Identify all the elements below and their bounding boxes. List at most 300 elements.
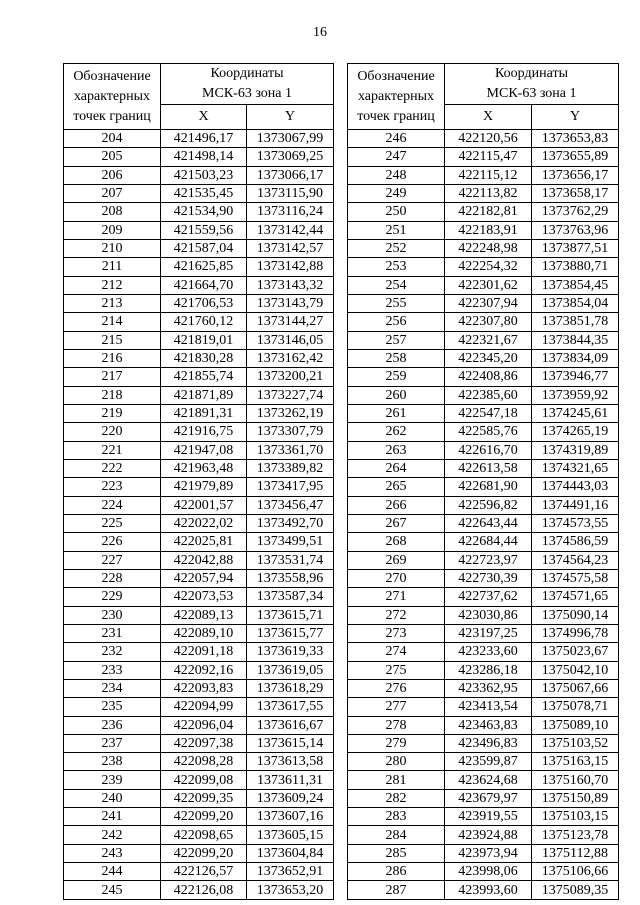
point-number-cell: 230 [64,606,161,624]
table-row [348,423,619,441]
point-number-cell: 276 [348,679,445,697]
point-number-cell: 268 [348,533,445,551]
x-coordinate-cell: 423919,55 [445,808,532,826]
point-number-cell: 270 [348,569,445,587]
y-coordinate-cell: 1373946,77 [532,368,619,386]
y-coordinate-cell: 1373066,17 [247,166,334,184]
x-coordinate-cell: 422126,57 [161,863,247,881]
header-label-line1: Обозначение [357,68,435,84]
y-coordinate-cell: 1373652,91 [247,863,334,881]
y-coordinate-cell: 1373618,29 [247,679,334,697]
point-number-cell: 241 [64,808,161,826]
point-number-cell: 261 [348,404,445,422]
x-coordinate-cell: 421979,89 [161,478,247,496]
x-coordinate-cell: 421760,12 [161,313,247,331]
y-coordinate-cell: 1373142,44 [247,221,334,239]
y-coordinate-cell: 1373531,74 [247,551,334,569]
header-coordinates [161,64,334,105]
table-row [64,478,334,496]
y-coordinate-cell: 1373613,58 [247,753,334,771]
point-number-cell: 263 [348,441,445,459]
table-row [64,588,334,606]
table-row [348,349,619,367]
y-coordinate-cell: 1375106,66 [532,863,619,881]
point-number-cell: 256 [348,313,445,331]
point-number-cell: 211 [64,258,161,276]
table-row [64,459,334,477]
x-coordinate-cell: 422099,35 [161,789,247,807]
x-coordinate-cell: 422596,82 [445,496,532,514]
table-row [64,569,334,587]
point-number-cell: 281 [348,771,445,789]
y-coordinate-cell: 1373361,70 [247,441,334,459]
y-coordinate-cell: 1373604,84 [247,844,334,862]
x-coordinate-cell: 423286,18 [445,661,532,679]
coordinates-table-right [347,63,619,900]
table-row [64,496,334,514]
y-coordinate-cell: 1375042,10 [532,661,619,679]
table-row [64,203,334,221]
y-coordinate-cell: 1373656,17 [532,166,619,184]
x-coordinate-cell: 422321,67 [445,331,532,349]
y-coordinate-cell: 1375090,14 [532,606,619,624]
point-number-cell: 282 [348,789,445,807]
point-number-cell: 254 [348,276,445,294]
point-number-cell: 246 [348,130,445,148]
y-coordinate-cell: 1375160,70 [532,771,619,789]
table-row [348,404,619,422]
header-label-line3: точек границ [73,108,151,124]
point-number-cell: 248 [348,166,445,184]
header-coordinates [445,64,619,105]
point-number-cell: 258 [348,349,445,367]
y-coordinate-cell: 1374319,89 [532,441,619,459]
table-row [348,734,619,752]
y-coordinate-cell: 1373492,70 [247,514,334,532]
y-coordinate-cell: 1373615,14 [247,734,334,752]
table-row [348,294,619,312]
x-coordinate-cell: 423924,88 [445,826,532,844]
header-label-line2: характерных [357,88,435,104]
table-row [348,386,619,404]
x-coordinate-cell: 421871,89 [161,386,247,404]
point-number-cell: 269 [348,551,445,569]
point-number-cell: 234 [64,679,161,697]
x-coordinate-cell: 422115,12 [445,166,532,184]
y-coordinate-cell: 1374571,65 [532,588,619,606]
point-number-cell: 251 [348,221,445,239]
y-coordinate-cell: 1373854,45 [532,276,619,294]
point-number-cell: 264 [348,459,445,477]
table-row [348,441,619,459]
table-row [64,808,334,826]
table-row [348,239,619,257]
y-coordinate-cell: 1373834,09 [532,349,619,367]
table-row [348,184,619,202]
table-body-right [348,130,619,900]
y-coordinate-cell: 1373587,34 [247,588,334,606]
y-coordinate-cell: 1375089,35 [532,881,619,899]
table-row [64,881,334,899]
y-coordinate-cell: 1374996,78 [532,624,619,642]
x-coordinate-cell: 423998,06 [445,863,532,881]
point-number-cell: 207 [64,184,161,202]
point-number-cell: 272 [348,606,445,624]
x-coordinate-cell: 422098,65 [161,826,247,844]
point-number-cell: 250 [348,203,445,221]
y-coordinate-cell: 1373558,96 [247,569,334,587]
point-number-cell: 275 [348,661,445,679]
page-number: 16 [313,25,327,40]
point-number-cell: 227 [64,551,161,569]
y-coordinate-cell: 1373607,16 [247,808,334,826]
y-coordinate-cell: 1373389,82 [247,459,334,477]
x-coordinate-cell: 421916,75 [161,423,247,441]
table-row [64,771,334,789]
x-coordinate-cell: 421947,08 [161,441,247,459]
x-coordinate-cell: 422182,81 [445,203,532,221]
x-coordinate-cell: 422120,56 [445,130,532,148]
table-row [348,753,619,771]
x-coordinate-cell: 422094,99 [161,698,247,716]
x-coordinate-cell: 422073,53 [161,588,247,606]
y-coordinate-cell: 1373877,51 [532,239,619,257]
table-row [348,221,619,239]
y-coordinate-cell: 1373200,21 [247,368,334,386]
x-coordinate-cell: 422254,32 [445,258,532,276]
header-point-label [64,64,161,130]
y-coordinate-cell: 1373653,20 [247,881,334,899]
x-coordinate-cell: 423197,25 [445,624,532,642]
table-row [64,606,334,624]
x-coordinate-cell: 423030,86 [445,606,532,624]
point-number-cell: 271 [348,588,445,606]
x-coordinate-cell: 421625,85 [161,258,247,276]
x-coordinate-cell: 421587,04 [161,239,247,257]
x-coordinate-cell: 423463,83 [445,716,532,734]
x-coordinate-cell: 422126,08 [161,881,247,899]
x-coordinate-cell: 421503,23 [161,166,247,184]
y-coordinate-cell: 1373142,57 [247,239,334,257]
table-row [64,533,334,551]
x-coordinate-cell: 423679,97 [445,789,532,807]
table-row [348,569,619,587]
table-row [64,239,334,257]
table-row [348,716,619,734]
table-row [64,313,334,331]
y-coordinate-cell: 1375163,15 [532,753,619,771]
y-coordinate-cell: 1373763,96 [532,221,619,239]
point-number-cell: 274 [348,643,445,661]
y-coordinate-cell: 1373619,05 [247,661,334,679]
table-row [64,221,334,239]
y-coordinate-cell: 1375103,52 [532,734,619,752]
x-coordinate-cell: 422408,86 [445,368,532,386]
table-row [64,166,334,184]
point-number-cell: 273 [348,624,445,642]
table-row [348,130,619,148]
point-number-cell: 279 [348,734,445,752]
point-number-cell: 229 [64,588,161,606]
coordinates-table-left [63,63,334,900]
point-number-cell: 265 [348,478,445,496]
y-coordinate-cell: 1373611,31 [247,771,334,789]
point-number-cell: 236 [64,716,161,734]
table-row [348,148,619,166]
x-coordinate-cell: 422092,16 [161,661,247,679]
x-coordinate-cell: 422099,20 [161,844,247,862]
y-coordinate-cell: 1373144,27 [247,313,334,331]
x-coordinate-cell: 422183,91 [445,221,532,239]
header-coords-line2: МСК-63 зона 1 [202,86,292,101]
header-y: Y [532,105,619,130]
x-coordinate-cell: 421559,56 [161,221,247,239]
x-coordinate-cell: 422099,08 [161,771,247,789]
table-row [64,294,334,312]
point-number-cell: 284 [348,826,445,844]
y-coordinate-cell: 1375023,67 [532,643,619,661]
point-number-cell: 206 [64,166,161,184]
x-coordinate-cell: 421891,31 [161,404,247,422]
y-coordinate-cell: 1373615,77 [247,624,334,642]
table-row [348,551,619,569]
point-number-cell: 277 [348,698,445,716]
header-coords-line1: Координаты [210,66,284,81]
point-number-cell: 286 [348,863,445,881]
point-number-cell: 215 [64,331,161,349]
x-coordinate-cell: 421706,53 [161,294,247,312]
y-coordinate-cell: 1373069,25 [247,148,334,166]
x-coordinate-cell: 422093,83 [161,679,247,697]
point-number-cell: 240 [64,789,161,807]
point-number-cell: 232 [64,643,161,661]
x-coordinate-cell: 422091,18 [161,643,247,661]
point-number-cell: 214 [64,313,161,331]
point-number-cell: 287 [348,881,445,899]
table-row [64,643,334,661]
table-row [348,588,619,606]
table-row [64,679,334,697]
point-number-cell: 233 [64,661,161,679]
table-row [348,459,619,477]
table-row [64,661,334,679]
point-number-cell: 231 [64,624,161,642]
point-number-cell: 216 [64,349,161,367]
x-coordinate-cell: 423973,94 [445,844,532,862]
y-coordinate-cell: 1375112,88 [532,844,619,862]
y-coordinate-cell: 1373851,78 [532,313,619,331]
table-row [348,606,619,624]
x-coordinate-cell: 422681,90 [445,478,532,496]
x-coordinate-cell: 422113,82 [445,184,532,202]
x-coordinate-cell: 422301,62 [445,276,532,294]
x-coordinate-cell: 421664,70 [161,276,247,294]
point-number-cell: 222 [64,459,161,477]
y-coordinate-cell: 1375067,66 [532,679,619,697]
y-coordinate-cell: 1373653,83 [532,130,619,148]
x-coordinate-cell: 422547,18 [445,404,532,422]
x-coordinate-cell: 422723,97 [445,551,532,569]
y-coordinate-cell: 1374321,65 [532,459,619,477]
table-row [64,404,334,422]
x-coordinate-cell: 422115,47 [445,148,532,166]
y-coordinate-cell: 1373959,92 [532,386,619,404]
y-coordinate-cell: 1373615,71 [247,606,334,624]
table-row [64,789,334,807]
x-coordinate-cell: 422385,60 [445,386,532,404]
table-row [64,130,334,148]
x-coordinate-cell: 422585,76 [445,423,532,441]
y-coordinate-cell: 1373142,88 [247,258,334,276]
x-coordinate-cell: 422022,02 [161,514,247,532]
point-number-cell: 221 [64,441,161,459]
x-coordinate-cell: 422616,70 [445,441,532,459]
x-coordinate-cell: 421830,28 [161,349,247,367]
table-row [64,551,334,569]
table-row [64,368,334,386]
y-coordinate-cell: 1373143,79 [247,294,334,312]
x-coordinate-cell: 422089,13 [161,606,247,624]
y-coordinate-cell: 1373417,95 [247,478,334,496]
header-y: Y [247,105,334,130]
x-coordinate-cell: 422684,44 [445,533,532,551]
table-row [348,166,619,184]
x-coordinate-cell: 421819,01 [161,331,247,349]
point-number-cell: 219 [64,404,161,422]
point-number-cell: 252 [348,239,445,257]
point-number-cell: 257 [348,331,445,349]
table-row [348,478,619,496]
table-row [348,313,619,331]
y-coordinate-cell: 1373262,19 [247,404,334,422]
table-row [64,826,334,844]
y-coordinate-cell: 1373844,35 [532,331,619,349]
header-label-line3: точек границ [357,108,435,124]
table-row [64,514,334,532]
x-coordinate-cell: 422089,10 [161,624,247,642]
y-coordinate-cell: 1373456,47 [247,496,334,514]
x-coordinate-cell: 422099,20 [161,808,247,826]
point-number-cell: 278 [348,716,445,734]
header-coords-line1: Координаты [495,66,568,81]
table-row [64,716,334,734]
y-coordinate-cell: 1374564,23 [532,551,619,569]
y-coordinate-cell: 1375150,89 [532,789,619,807]
table-row [64,624,334,642]
header-x: X [445,105,532,130]
x-coordinate-cell: 421496,17 [161,130,247,148]
y-coordinate-cell: 1374586,59 [532,533,619,551]
point-number-cell: 243 [64,844,161,862]
x-coordinate-cell: 422057,94 [161,569,247,587]
point-number-cell: 266 [348,496,445,514]
x-coordinate-cell: 422025,81 [161,533,247,551]
header-label-line2: характерных [73,88,151,104]
table-row [348,826,619,844]
x-coordinate-cell: 422307,94 [445,294,532,312]
point-number-cell: 249 [348,184,445,202]
y-coordinate-cell: 1373067,99 [247,130,334,148]
point-number-cell: 225 [64,514,161,532]
point-number-cell: 226 [64,533,161,551]
x-coordinate-cell: 421963,48 [161,459,247,477]
point-number-cell: 224 [64,496,161,514]
y-coordinate-cell: 1373762,29 [532,203,619,221]
header-point-label [348,64,445,130]
point-number-cell: 208 [64,203,161,221]
table-row [64,734,334,752]
table-row [348,258,619,276]
y-coordinate-cell: 1373143,32 [247,276,334,294]
y-coordinate-cell: 1373617,55 [247,698,334,716]
point-number-cell: 259 [348,368,445,386]
point-number-cell: 262 [348,423,445,441]
point-number-cell: 223 [64,478,161,496]
x-coordinate-cell: 423362,95 [445,679,532,697]
table-body-left [64,130,334,900]
table-row [348,368,619,386]
table-row [64,753,334,771]
x-coordinate-cell: 422307,80 [445,313,532,331]
point-number-cell: 212 [64,276,161,294]
table-row [348,863,619,881]
point-number-cell: 253 [348,258,445,276]
x-coordinate-cell: 423233,60 [445,643,532,661]
table-row [64,331,334,349]
point-number-cell: 209 [64,221,161,239]
x-coordinate-cell: 422345,20 [445,349,532,367]
y-coordinate-cell: 1373619,33 [247,643,334,661]
y-coordinate-cell: 1373115,90 [247,184,334,202]
x-coordinate-cell: 422096,04 [161,716,247,734]
y-coordinate-cell: 1374573,55 [532,514,619,532]
point-number-cell: 242 [64,826,161,844]
y-coordinate-cell: 1373146,05 [247,331,334,349]
table-row [348,881,619,899]
y-coordinate-cell: 1373609,24 [247,789,334,807]
table-row [348,331,619,349]
table-row [348,679,619,697]
point-number-cell: 285 [348,844,445,862]
point-number-cell: 255 [348,294,445,312]
x-coordinate-cell: 422737,62 [445,588,532,606]
table-row [64,844,334,862]
point-number-cell: 217 [64,368,161,386]
x-coordinate-cell: 423496,83 [445,734,532,752]
table-row [348,514,619,532]
point-number-cell: 247 [348,148,445,166]
table-row [348,789,619,807]
table-row [64,423,334,441]
x-coordinate-cell: 423993,60 [445,881,532,899]
point-number-cell: 205 [64,148,161,166]
y-coordinate-cell: 1373116,24 [247,203,334,221]
table-row [348,643,619,661]
y-coordinate-cell: 1373655,89 [532,148,619,166]
y-coordinate-cell: 1375103,15 [532,808,619,826]
point-number-cell: 220 [64,423,161,441]
table-row [64,386,334,404]
table-row [64,276,334,294]
point-number-cell: 204 [64,130,161,148]
x-coordinate-cell: 422730,39 [445,569,532,587]
header-x: X [161,105,247,130]
x-coordinate-cell: 422643,44 [445,514,532,532]
y-coordinate-cell: 1374443,03 [532,478,619,496]
table-row [64,148,334,166]
x-coordinate-cell: 422097,38 [161,734,247,752]
table-row [64,258,334,276]
